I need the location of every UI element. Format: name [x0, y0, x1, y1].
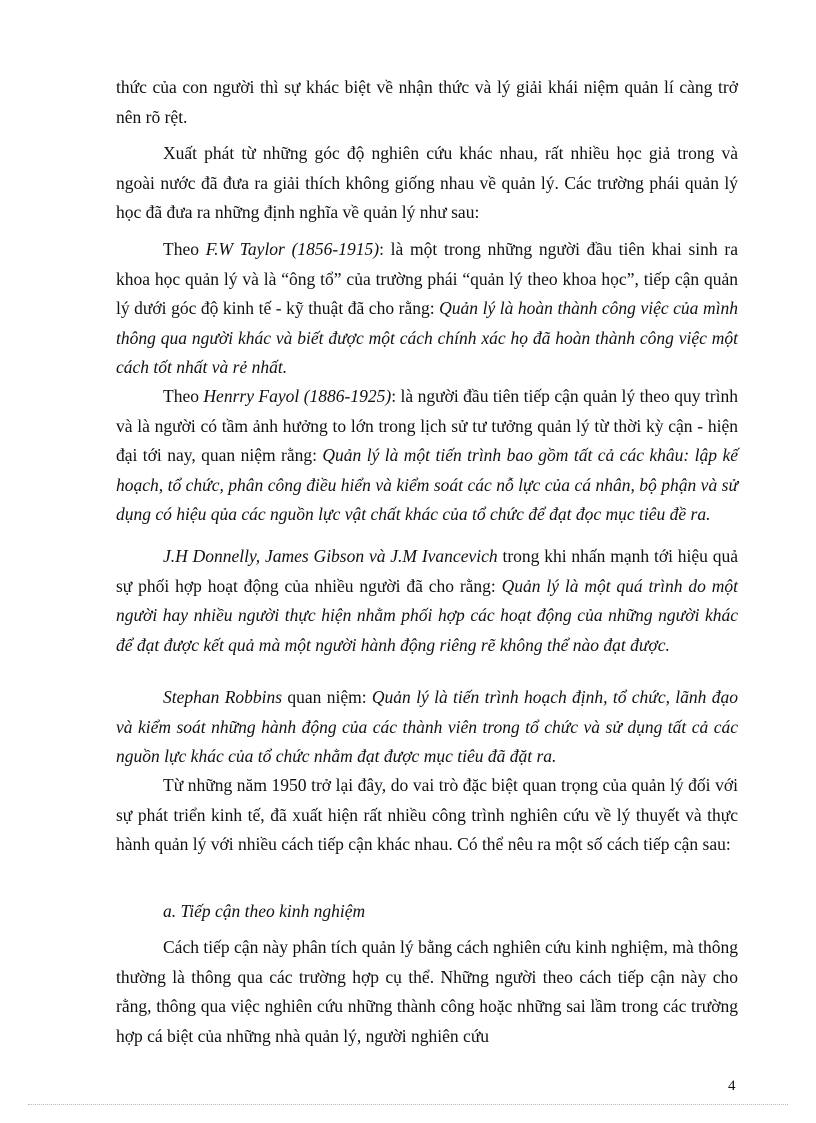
definition-quote: Quản lý là một quá trình do một người hay nhiều người thực hiện nhằm phối hợp các hoạt động của những người khác để đạt được kết quả mà một người hành động riêng rẽ không thể nào đạt được.	[116, 575, 738, 655]
paragraph-taylor	[116, 235, 738, 383]
definition-quote: Quản lý là hoàn thành công việc của mình thông qua người khác và biết được một cách chính xác họ đã hoàn thành công việc một cách tốt nhất và rẻ nhất.	[116, 298, 738, 377]
body-text: : là một trong những người đầu tiên khai sinh ra khoa học quản lý và là “ông tổ” của trường phái “quản lý theo khoa học”, tiếp cận quản lý dưới góc độ kinh tế - kỹ thuật đã cho rằng:	[116, 239, 738, 318]
paragraph-approaches-intro	[116, 771, 738, 860]
definition-quote: Quản lý là một tiến trình bao gồm tất cả các khâu: lập kế hoạch, tổ chức, phân công điều hiển và kiểm soát các nỗ lực của cá nhân, bộ phận và sử dụng có hiệu qủa các nguồn lực vật chất khác của tổ chức để đạt đọc mục tiêu đề ra.	[116, 445, 738, 524]
body-text: : là người đầu tiên tiếp cận quản lý theo quy trình và là người có tầm ảnh hưởng to lớn trong lịch sử tư tưởng quản lý từ thời kỳ cận - hiện đại tới nay, quan niệm rằng:	[116, 386, 738, 465]
lead-text: Theo	[163, 386, 204, 406]
paragraph-text: Từ những năm 1950 trở lại đây, do vai trò đặc biệt quan trọng của quản lý đối với sự phát triển kinh tế, đã xuất hiện rất nhiều công trình nghiên cứu về lý thuyết và thực hành quản lý với nhiều cách tiếp cận khác nhau. Có thể nêu ra một số cách tiếp cận sau:	[116, 775, 738, 854]
paragraph-continuation	[116, 73, 738, 132]
body-text: quan niệm:	[282, 687, 372, 707]
author-name: Stephan Robbins	[163, 687, 283, 707]
body-text: trong khi nhấn mạnh tới hiệu quả sự phối hợp hoạt động của nhiều người đã cho rằng:	[116, 546, 738, 596]
definition-quote: Quản lý là tiến trình hoạch định, tổ chức, lãnh đạo và kiểm soát những hành động của các thành viên trong tổ chức và sử dụng tất cả các nguồn lực khác của tổ chức nhằm đạt được mục tiêu đã đặt ra.	[116, 687, 738, 766]
footer-divider	[28, 1104, 788, 1105]
paragraph-donnelly	[116, 542, 738, 660]
paragraph-text: Xuất phát từ những góc độ nghiên cứu khác nhau, rất nhiều học giả trong và ngoài nước đã đưa ra giải thích không giống nhau về quản lý. Các trường phái quản lý học đã đưa ra những định nghĩa về quản lý như sau:	[116, 143, 738, 222]
author-name: F.W Taylor (1856-1915)	[205, 239, 380, 259]
section-heading-a	[116, 897, 738, 927]
paragraph-scholars-intro	[116, 139, 738, 228]
paragraph-fayol	[116, 382, 738, 530]
author-name: Henrry Fayol (1886-1925)	[203, 386, 392, 406]
paragraph-text: thức của con người thì sự khác biệt về nhận thức và lý giải khái niệm quản lí càng trở nên rõ rệt.	[116, 77, 738, 127]
paragraph-experience	[116, 933, 738, 1051]
heading-text: a. Tiếp cận theo kinh nghiệm	[163, 901, 366, 921]
lead-text: Theo	[163, 239, 206, 259]
paragraph-text: Cách tiếp cận này phân tích quản lý bằng cách nghiên cứu kinh nghiệm, mà thông thường là thông qua các trường hợp cụ thể. Những người theo cách tiếp cận này cho rằng, thông qua việc nghiên cứu những thành công hoặc những sai lầm trong các trường hợp cá biệt của những nhà quản lý, người nghiên cứu	[116, 937, 738, 1046]
author-name: J.H Donnelly, James Gibson và J.M Ivancevich	[163, 546, 498, 566]
page-number: 4	[728, 1078, 736, 1094]
paragraph-robbins	[116, 683, 738, 772]
